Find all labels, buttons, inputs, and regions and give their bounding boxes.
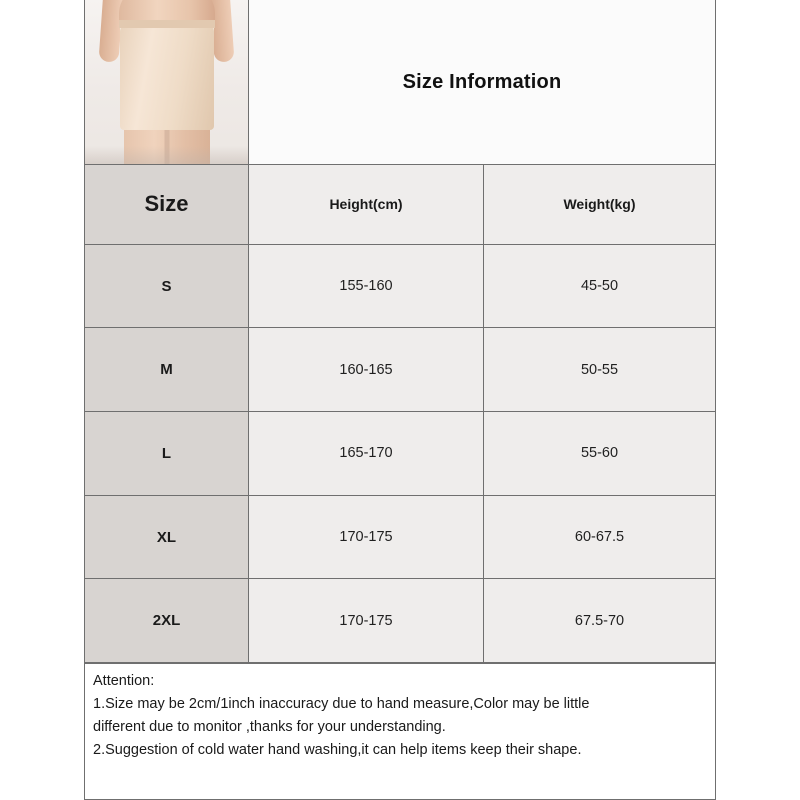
- cell-weight: [484, 579, 715, 662]
- table-header-row: [85, 165, 715, 245]
- cell-weight: [484, 412, 715, 495]
- table-row: [85, 328, 715, 412]
- column-header-weight: [484, 165, 715, 244]
- attention-line-1: 1.Size may be 2cm/1inch inaccuracy due to hand measure,Color may be little: [93, 696, 590, 712]
- table-row: [85, 579, 715, 663]
- cell-size-label: S: [161, 277, 172, 295]
- cell-size: [85, 412, 249, 495]
- cell-weight-label: 45-50: [580, 278, 619, 295]
- table-row: [85, 412, 715, 496]
- cell-weight-label: 55-60: [580, 445, 619, 462]
- cell-size: [85, 328, 249, 411]
- table-row: [85, 496, 715, 580]
- product-photo: [85, 0, 249, 164]
- cell-height-label: 170-175: [339, 529, 393, 546]
- cell-weight: [484, 328, 715, 411]
- product-skirt-waistband: [119, 20, 215, 28]
- cell-weight: [484, 496, 715, 579]
- chart-header: [85, 0, 715, 165]
- title-cell: [249, 0, 715, 164]
- column-header-height: [249, 165, 484, 244]
- cell-weight-label: 60-67.5: [574, 529, 625, 546]
- column-header-height-label: Height(cm): [329, 196, 403, 213]
- cell-height: [249, 245, 484, 328]
- column-header-weight-label: Weight(kg): [563, 196, 636, 213]
- attention-line-2: different due to monitor ,thanks for your understanding.: [93, 719, 446, 735]
- cell-height: [249, 412, 484, 495]
- table-row: [85, 245, 715, 329]
- attention-line-3: 2.Suggestion of cold water hand washing,it can help items keep their shape.: [93, 742, 582, 758]
- attention-heading: Attention:: [93, 673, 155, 689]
- cell-size-label: M: [160, 361, 173, 379]
- cell-size-label: 2XL: [152, 612, 181, 630]
- column-header-size: [85, 165, 249, 244]
- cell-size-label: XL: [156, 528, 177, 546]
- cell-weight-label: 67.5-70: [574, 612, 625, 629]
- cell-height-label: 165-170: [339, 445, 393, 462]
- cell-size: [85, 496, 249, 579]
- cell-height-label: 160-165: [339, 361, 393, 378]
- size-chart: [84, 0, 716, 664]
- cell-weight-label: 50-55: [580, 361, 619, 378]
- page-title: Size Information: [402, 70, 562, 93]
- attention-block: [84, 664, 716, 800]
- product-skirt: [120, 22, 214, 130]
- photo-shadow: [85, 146, 248, 164]
- cell-size-label: L: [161, 444, 172, 462]
- cell-size: [85, 245, 249, 328]
- column-header-size-label: Size: [144, 191, 189, 217]
- cell-height: [249, 328, 484, 411]
- cell-height-label: 155-160: [339, 278, 393, 295]
- cell-size: [85, 579, 249, 662]
- cell-height: [249, 496, 484, 579]
- cell-weight: [484, 245, 715, 328]
- cell-height: [249, 579, 484, 662]
- cell-height-label: 170-175: [339, 612, 393, 629]
